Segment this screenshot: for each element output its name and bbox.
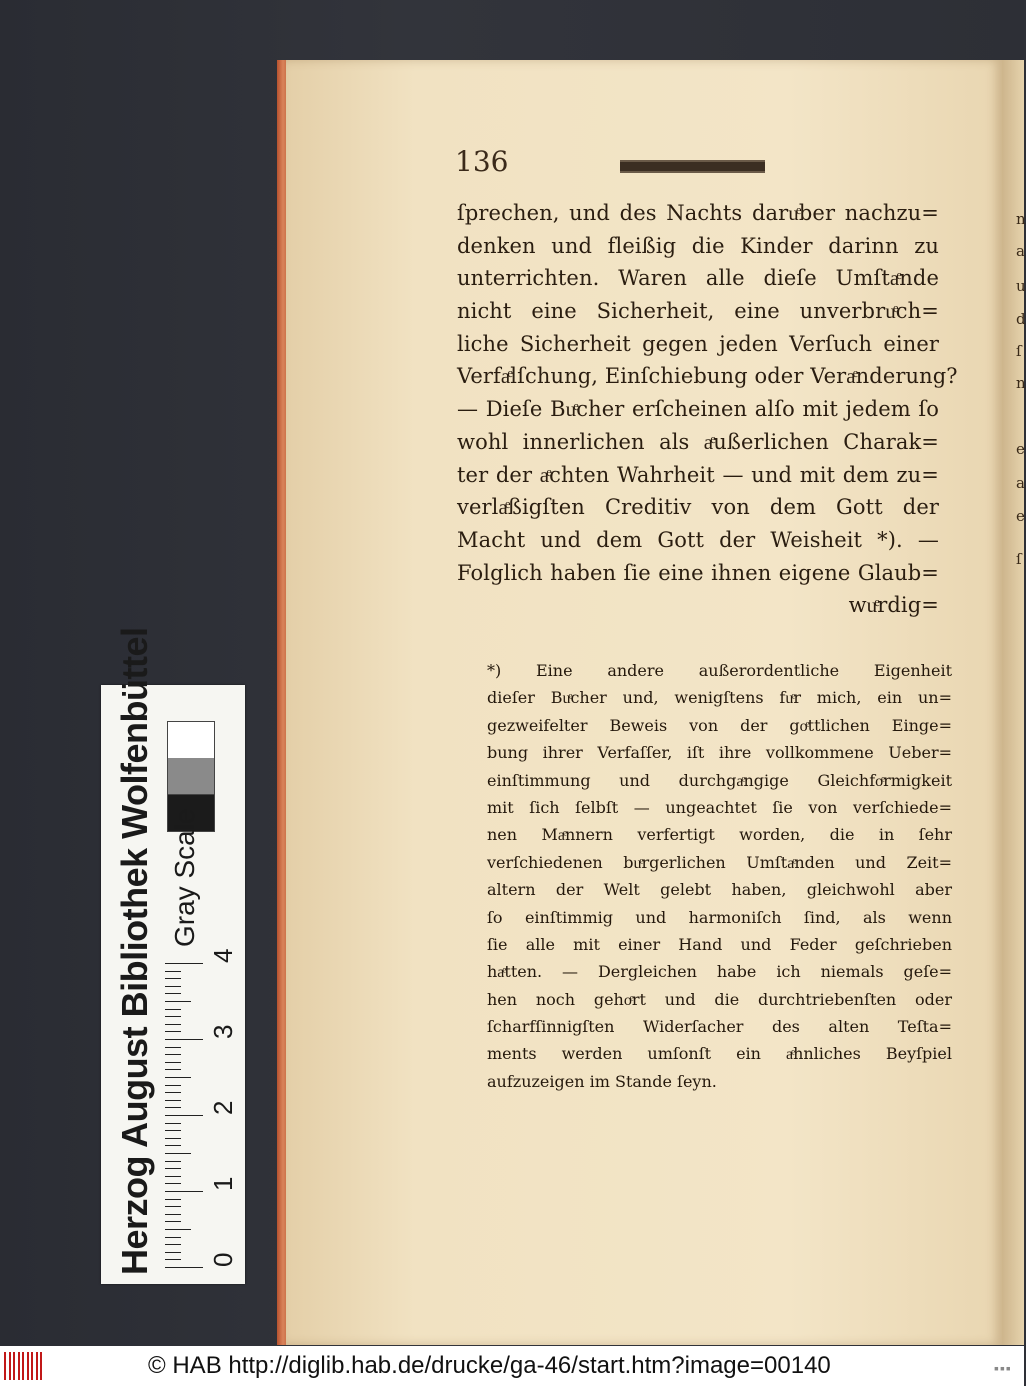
- ruler-tick: [165, 1016, 181, 1017]
- ruler-tick: [165, 1092, 181, 1093]
- next-page-strip: [1002, 60, 1024, 1345]
- hab-logo-icon: [4, 1352, 46, 1380]
- ruler-tick: [165, 1183, 181, 1184]
- scale-ruler-card: [101, 627, 245, 1284]
- catchword-line: wuͤrdig=: [848, 593, 939, 618]
- grayscale-swatch-gray: [167, 758, 215, 795]
- ruler-tick: [165, 971, 181, 972]
- ruler-tick: [165, 1199, 181, 1200]
- ruler-tick: [165, 993, 181, 994]
- footer-bar: [0, 1346, 1024, 1386]
- ruler-tick: [165, 1115, 203, 1116]
- footnote-line: aufzuzeigen im Stande ſeyn.: [487, 1071, 717, 1091]
- ruler-tick: [165, 1009, 181, 1010]
- menu-dots-icon[interactable]: ▪▪▪: [994, 1360, 1012, 1376]
- footnote-line: ſie alle mit einer Hand und Feder geſchrieben: [487, 934, 952, 954]
- ruler-tick: [165, 1062, 181, 1063]
- footnote-line: *) Eine andere außerordentliche Eigenheit: [487, 661, 952, 680]
- ruler-tick: [165, 1077, 191, 1078]
- ruler-tick: [165, 1191, 203, 1192]
- text-line: wohl innerlichen als aͤußerlichen Charak=: [457, 429, 939, 454]
- footnote-line: mit ſich ſelbſt — ungeachtet ſie von verſchiede=: [487, 797, 952, 817]
- ruler-tick: [165, 1153, 191, 1154]
- ruler-tick: [165, 1145, 181, 1146]
- grayscale-swatch-white: [167, 721, 215, 759]
- footnote-line: dieſer Buͤcher und, wenigſtens fuͤr mich, ein un=: [487, 688, 952, 708]
- ruler-tick: [165, 963, 203, 964]
- ruler-tick: [165, 1221, 181, 1222]
- text-line: Macht und dem Gott der Weisheit *). —: [457, 527, 939, 552]
- footnote-line: gezweifelter Beweis von der goͤttlichen Einge=: [487, 715, 952, 735]
- ruler-tick: [165, 1214, 181, 1215]
- footnote-line: einſtimmung und durchgaͤngige Gleichfoͤrmigkeit: [487, 770, 952, 790]
- ruler-ticks: [165, 947, 205, 1277]
- margin-fragment: e: [1016, 507, 1025, 525]
- footer-credit-link[interactable]: © HAB http://diglib.hab.de/drucke/ga-46/start.htm?image=00140: [148, 1352, 831, 1379]
- ruler-number: 0: [208, 1252, 238, 1267]
- text-line: ter der aͤchten Wahrheit — und mit dem zu=: [457, 462, 939, 487]
- footnote-block: [487, 657, 952, 1095]
- ruler-tick: [165, 1229, 191, 1230]
- grayscale-label: Gray Scale: [169, 808, 200, 947]
- main-text-block: [457, 197, 958, 622]
- ruler-tick: [165, 1085, 181, 1086]
- page-number: 136: [455, 145, 509, 178]
- ruler-tick: [165, 1206, 181, 1207]
- ruler-tick: [165, 1244, 181, 1245]
- ruler-tick: [165, 1031, 181, 1032]
- text-line: — Dieſe Buͤcher erſcheinen alſo mit jedem ſo: [457, 397, 939, 422]
- footnote-line: ments werden umſonſt ein aͤhnliches Beyſpiel: [487, 1044, 952, 1064]
- header-ornament-rule: [620, 160, 765, 173]
- text-line: verlaͤßigſten Creditiv von dem Gott der: [457, 495, 939, 520]
- ruler-tick: [165, 1100, 181, 1101]
- footnote-line: ſo einſtimmig und harmoniſch ſind, als wenn: [487, 907, 952, 927]
- ruler-tick: [165, 1259, 181, 1260]
- ruler-tick: [165, 1267, 203, 1268]
- text-line: liche Sicherheit gegen jeden Verſuch einer: [457, 331, 939, 356]
- margin-fragment: ſ: [1016, 342, 1022, 360]
- ruler-number: 4: [208, 948, 238, 963]
- ruler-tick: [165, 978, 181, 979]
- ruler-tick: [165, 1123, 181, 1124]
- text-line: denken und fleißig die Kinder darinn zu: [457, 233, 939, 258]
- footnote-line: ſcharfſinnigſten Widerſacher des alten Teſta=: [487, 1017, 952, 1037]
- ruler-tick: [165, 1069, 181, 1070]
- margin-fragment: a: [1016, 242, 1025, 260]
- ruler-tick: [165, 1039, 203, 1040]
- footnote-line: altern der Welt gelebt haben, gleichwohl aber: [487, 880, 952, 900]
- margin-fragment: e: [1016, 440, 1025, 458]
- text-line: nicht eine Sicherheit, eine unverbruͤch=: [457, 299, 939, 324]
- text-line: unterrichten. Waren alle dieſe Umſtaͤnde: [457, 266, 939, 291]
- footnote-line: nen Maͤnnern verfertigt worden, die in ſehr: [487, 825, 952, 845]
- ruler-tick: [165, 1168, 181, 1169]
- margin-fragment: n: [1016, 210, 1026, 228]
- ruler-institution-label: Herzog August Bibliothek Wolfenbüttel: [114, 627, 155, 1275]
- ruler-tick: [165, 1252, 181, 1253]
- ruler-tick: [165, 1107, 181, 1108]
- margin-fragment: d: [1016, 310, 1026, 328]
- footnote-line: verſchiedenen buͤrgerlichen Umſtaͤnden und Zeit=: [487, 852, 952, 872]
- ruler-tick: [165, 1024, 181, 1025]
- ruler-tick: [165, 986, 181, 987]
- text-line: Verfaͤlſchung, Einſchiebung oder Veraͤnderung?: [457, 364, 958, 389]
- footnote-line: haͤtten. — Dergleichen habe ich niemals geſe=: [487, 962, 952, 982]
- ruler-tick: [165, 1161, 181, 1162]
- ruler-number: 2: [208, 1100, 238, 1115]
- margin-fragment: ſ: [1016, 550, 1022, 568]
- ruler-tick: [165, 1047, 181, 1048]
- ruler-tick: [165, 1237, 181, 1238]
- ruler-tick: [165, 1138, 181, 1139]
- ruler-number: 3: [208, 1024, 238, 1039]
- footnote-line: hen noch gehoͤrt und die durchtriebenſten oder: [487, 989, 952, 1009]
- text-line: ſprechen, und des Nachts daruͤber nachzu=: [457, 201, 939, 225]
- ruler-number: 1: [208, 1176, 238, 1191]
- ruler-tick: [165, 1054, 181, 1055]
- ruler-tick: [165, 1176, 181, 1177]
- margin-fragment: u: [1016, 277, 1026, 295]
- ruler-tick: [165, 1130, 181, 1131]
- ruler-tick: [165, 1001, 191, 1002]
- margin-fragment: n: [1016, 374, 1026, 392]
- margin-fragment: a: [1016, 474, 1025, 492]
- footnote-line: bung ihrer Verfaſſer, iſt ihre vollkommene Ueber=: [487, 743, 952, 763]
- text-line: Folglich haben ſie eine ihnen eigene Glaub=: [457, 560, 939, 585]
